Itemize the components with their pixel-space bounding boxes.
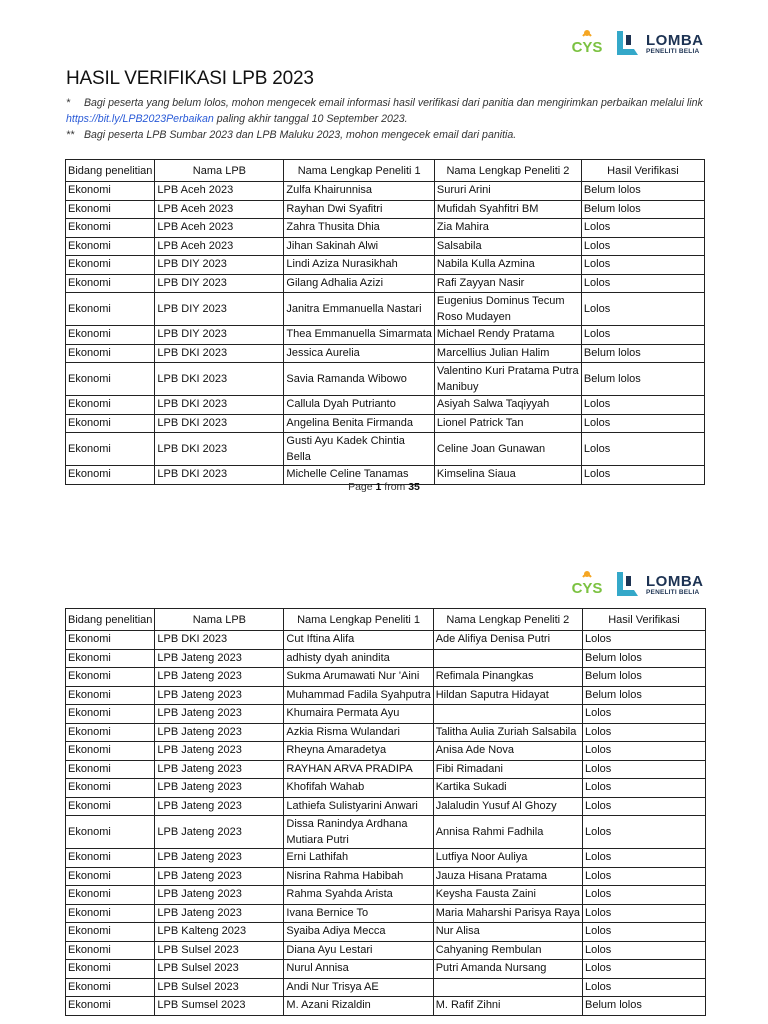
note-2 bbox=[66, 127, 706, 143]
table-row bbox=[66, 705, 706, 724]
table-row bbox=[66, 668, 706, 687]
cell-peneliti-1: Janitra Emmanuella Nastari bbox=[284, 293, 435, 326]
cell-peneliti-1: Rheyna Amaradetya bbox=[284, 742, 433, 761]
pager-prefix: Page bbox=[348, 481, 373, 493]
cys-logo-text: CYS bbox=[571, 580, 603, 597]
cell-peneliti-2: Putri Amanda Nursang bbox=[433, 960, 582, 979]
cell-peneliti-2: Mufidah Syahfitri BM bbox=[434, 200, 581, 219]
cell-peneliti-2: Annisa Rahmi Fadhila bbox=[433, 816, 582, 849]
header-logos-page-2 bbox=[566, 569, 704, 601]
cell-bidang: Ekonomi bbox=[66, 631, 155, 650]
cell-peneliti-2: Zia Mahira bbox=[434, 219, 581, 238]
table-row bbox=[66, 237, 705, 256]
cell-peneliti-2: Keysha Fausta Zaini bbox=[433, 886, 582, 905]
cell-peneliti-1: Zulfa Khairunnisa bbox=[284, 182, 435, 201]
cell-bidang: Ekonomi bbox=[66, 886, 155, 905]
cell-peneliti-1: RAYHAN ARVA PRADIPA bbox=[284, 760, 433, 779]
table-row bbox=[66, 723, 706, 742]
peneliti-belia-label: PENELITI BELIA bbox=[646, 588, 700, 596]
cell-peneliti-2: Valentino Kuri Pratama Putra Manibuy bbox=[434, 363, 581, 396]
cell-peneliti-2: Celine Joan Gunawan bbox=[434, 433, 581, 466]
table-row bbox=[66, 414, 705, 433]
cell-bidang: Ekonomi bbox=[66, 705, 155, 724]
cell-peneliti-1: adhisty dyah anindita bbox=[284, 649, 433, 668]
col-header-peneliti-2: Nama Lengkap Peneliti 2 bbox=[434, 160, 581, 182]
cell-hasil: Lolos bbox=[581, 433, 704, 466]
table-row bbox=[66, 219, 705, 238]
lomba-logo-text bbox=[646, 33, 704, 56]
table-row bbox=[66, 997, 706, 1016]
table-row bbox=[66, 256, 705, 275]
cell-nama-lpb: LPB DKI 2023 bbox=[155, 631, 284, 650]
cell-nama-lpb: LPB Sulsel 2023 bbox=[155, 978, 284, 997]
note-1-text-a: Bagi peserta yang belum lolos, mohon mengecek email informasi hasil verifikasi dari panitia dan mengirimkan perbaikan melalui link bbox=[83, 97, 703, 109]
table-header-row bbox=[66, 609, 706, 631]
cell-bidang: Ekonomi bbox=[66, 433, 155, 466]
note-1-marker: * bbox=[66, 97, 71, 109]
cell-bidang: Ekonomi bbox=[66, 293, 155, 326]
cell-bidang: Ekonomi bbox=[66, 779, 155, 798]
cell-peneliti-1: Azkia Risma Wulandari bbox=[284, 723, 433, 742]
cell-bidang: Ekonomi bbox=[66, 219, 155, 238]
cell-hasil: Lolos bbox=[581, 293, 704, 326]
cell-peneliti-2: Fibi Rimadani bbox=[433, 760, 582, 779]
cell-hasil: Lolos bbox=[581, 237, 704, 256]
cell-hasil: Belum lolos bbox=[581, 182, 704, 201]
table-row bbox=[66, 274, 705, 293]
cell-nama-lpb: LPB Aceh 2023 bbox=[155, 237, 284, 256]
col-header-peneliti-1: Nama Lengkap Peneliti 1 bbox=[284, 609, 433, 631]
cell-peneliti-1: Callula Dyah Putrianto bbox=[284, 396, 435, 415]
cell-hasil: Lolos bbox=[582, 904, 705, 923]
table-row bbox=[66, 960, 706, 979]
cell-peneliti-2: Sururi Arini bbox=[434, 182, 581, 201]
cys-logo-text: CYS bbox=[571, 39, 603, 56]
cell-peneliti-2: Anisa Ade Nova bbox=[433, 742, 582, 761]
cell-nama-lpb: LPB DIY 2023 bbox=[155, 326, 284, 345]
table-row bbox=[66, 978, 706, 997]
cell-peneliti-1: Rayhan Dwi Syafitri bbox=[284, 200, 435, 219]
cell-nama-lpb: LPB DKI 2023 bbox=[155, 414, 284, 433]
cell-peneliti-2: Talitha Aulia Zuriah Salsabila bbox=[433, 723, 582, 742]
perbaikan-link[interactable]: https://bit.ly/LPB2023Perbaikan bbox=[66, 113, 214, 125]
cell-bidang: Ekonomi bbox=[66, 466, 155, 485]
cell-hasil: Lolos bbox=[582, 978, 705, 997]
cell-bidang: Ekonomi bbox=[66, 326, 155, 345]
cell-nama-lpb: LPB Aceh 2023 bbox=[155, 219, 284, 238]
table-row bbox=[66, 293, 705, 326]
table-row bbox=[66, 849, 706, 868]
cell-hasil: Belum lolos bbox=[582, 649, 705, 668]
cell-nama-lpb: LPB Jateng 2023 bbox=[155, 886, 284, 905]
cell-bidang: Ekonomi bbox=[66, 797, 155, 816]
notes bbox=[66, 95, 706, 143]
cell-hasil: Lolos bbox=[581, 414, 704, 433]
cell-peneliti-1: Erni Lathifah bbox=[284, 849, 433, 868]
table-row bbox=[66, 649, 706, 668]
cell-hasil: Lolos bbox=[582, 886, 705, 905]
cell-peneliti-1: Savia Ramanda Wibowo bbox=[284, 363, 435, 396]
cell-bidang: Ekonomi bbox=[66, 237, 155, 256]
lomba-logo-icon bbox=[614, 29, 640, 59]
cell-hasil: Belum lolos bbox=[581, 363, 704, 396]
cell-nama-lpb: LPB DKI 2023 bbox=[155, 344, 284, 363]
table-row bbox=[66, 816, 706, 849]
col-header-bidang: Bidang penelitian bbox=[66, 160, 155, 182]
cell-peneliti-1: Muhammad Fadila Syahputra bbox=[284, 686, 433, 705]
cell-nama-lpb: LPB Jateng 2023 bbox=[155, 867, 284, 886]
cell-nama-lpb: LPB DKI 2023 bbox=[155, 433, 284, 466]
note-2-marker: ** bbox=[66, 129, 75, 141]
col-header-peneliti-1: Nama Lengkap Peneliti 1 bbox=[284, 160, 435, 182]
cell-nama-lpb: LPB Jateng 2023 bbox=[155, 760, 284, 779]
cell-peneliti-1: Lindi Aziza Nurasikhah bbox=[284, 256, 435, 275]
cell-peneliti-2: Asiyah Salwa Taqiyyah bbox=[434, 396, 581, 415]
cell-nama-lpb: LPB Jateng 2023 bbox=[155, 686, 284, 705]
header-logos bbox=[566, 28, 704, 60]
table-row bbox=[66, 433, 705, 466]
cell-hasil: Lolos bbox=[582, 760, 705, 779]
cell-hasil: Lolos bbox=[581, 326, 704, 345]
table-header-row bbox=[66, 160, 705, 182]
table-row bbox=[66, 200, 705, 219]
col-header-bidang: Bidang penelitian bbox=[66, 609, 155, 631]
cell-bidang: Ekonomi bbox=[66, 668, 155, 687]
cys-logo-icon bbox=[566, 28, 608, 60]
cell-nama-lpb: LPB DIY 2023 bbox=[155, 293, 284, 326]
cell-nama-lpb: LPB Sulsel 2023 bbox=[155, 941, 284, 960]
table-row bbox=[66, 344, 705, 363]
cell-peneliti-2: Salsabila bbox=[434, 237, 581, 256]
cell-peneliti-1: Lathiefa Sulistyarini Anwari bbox=[284, 797, 433, 816]
cell-nama-lpb: LPB DIY 2023 bbox=[155, 256, 284, 275]
cell-bidang: Ekonomi bbox=[66, 904, 155, 923]
cell-nama-lpb: LPB DIY 2023 bbox=[155, 274, 284, 293]
cell-nama-lpb: LPB Jateng 2023 bbox=[155, 649, 284, 668]
cell-peneliti-1: Andi Nur Trisya AE bbox=[284, 978, 433, 997]
cell-bidang: Ekonomi bbox=[66, 941, 155, 960]
cell-peneliti-1: Nisrina Rahma Habibah bbox=[284, 867, 433, 886]
cell-peneliti-1: Gusti Ayu Kadek Chintia Bella bbox=[284, 433, 435, 466]
cell-nama-lpb: LPB Jateng 2023 bbox=[155, 797, 284, 816]
cell-peneliti-2: Eugenius Dominus Tecum Roso Mudayen bbox=[434, 293, 581, 326]
cell-hasil: Lolos bbox=[581, 396, 704, 415]
cell-hasil: Belum lolos bbox=[581, 200, 704, 219]
cell-peneliti-1: Khofifah Wahab bbox=[284, 779, 433, 798]
cell-nama-lpb: LPB Jateng 2023 bbox=[155, 742, 284, 761]
table-row bbox=[66, 742, 706, 761]
cell-nama-lpb: LPB Jateng 2023 bbox=[155, 779, 284, 798]
cell-peneliti-2: Lionel Patrick Tan bbox=[434, 414, 581, 433]
col-header-peneliti-2: Nama Lengkap Peneliti 2 bbox=[433, 609, 582, 631]
note-1 bbox=[66, 95, 706, 127]
cell-nama-lpb: LPB Jateng 2023 bbox=[155, 816, 284, 849]
cell-bidang: Ekonomi bbox=[66, 686, 155, 705]
cell-peneliti-2: Rafi Zayyan Nasir bbox=[434, 274, 581, 293]
cell-peneliti-2: Refimala Pinangkas bbox=[433, 668, 582, 687]
verification-table-page-1 bbox=[65, 159, 705, 485]
cell-bidang: Ekonomi bbox=[66, 723, 155, 742]
cell-peneliti-2: Hildan Saputra Hidayat bbox=[433, 686, 582, 705]
table-row bbox=[66, 797, 706, 816]
cell-bidang: Ekonomi bbox=[66, 849, 155, 868]
cell-peneliti-1: Syaiba Adiya Mecca bbox=[284, 923, 433, 942]
cell-nama-lpb: LPB Sumsel 2023 bbox=[155, 997, 284, 1016]
cell-hasil: Lolos bbox=[582, 960, 705, 979]
cell-peneliti-1: Sukma Arumawati Nur 'Aini bbox=[284, 668, 433, 687]
pager-total: 35 bbox=[408, 481, 420, 493]
table-row bbox=[66, 182, 705, 201]
cys-logo-icon bbox=[566, 569, 608, 601]
page-title: HASIL VERIFIKASI LPB 2023 bbox=[66, 68, 314, 89]
cell-peneliti-1: Zahra Thusita Dhia bbox=[284, 219, 435, 238]
cell-nama-lpb: LPB DKI 2023 bbox=[155, 396, 284, 415]
cell-peneliti-1: Angelina Benita Firmanda bbox=[284, 414, 435, 433]
cell-hasil: Lolos bbox=[582, 705, 705, 724]
cell-hasil: Belum lolos bbox=[582, 668, 705, 687]
cell-hasil: Belum lolos bbox=[582, 686, 705, 705]
cell-peneliti-2: Michael Rendy Pratama bbox=[434, 326, 581, 345]
col-header-nama-lpb: Nama LPB bbox=[155, 160, 284, 182]
cell-bidang: Ekonomi bbox=[66, 978, 155, 997]
cell-hasil: Lolos bbox=[581, 219, 704, 238]
cell-hasil: Lolos bbox=[582, 867, 705, 886]
cell-peneliti-2: Marcellius Julian Halim bbox=[434, 344, 581, 363]
cell-peneliti-1: Nurul Annisa bbox=[284, 960, 433, 979]
cell-peneliti-1: Jihan Sakinah Alwi bbox=[284, 237, 435, 256]
cell-peneliti-1: Diana Ayu Lestari bbox=[284, 941, 433, 960]
cell-bidang: Ekonomi bbox=[66, 344, 155, 363]
cell-bidang: Ekonomi bbox=[66, 867, 155, 886]
cell-nama-lpb: LPB DKI 2023 bbox=[155, 466, 284, 485]
cell-peneliti-2 bbox=[433, 649, 582, 668]
table-row bbox=[66, 886, 706, 905]
note-1-text-b: paling akhir tanggal 10 September 2023. bbox=[216, 113, 408, 125]
cell-peneliti-2: Nabila Kulla Azmina bbox=[434, 256, 581, 275]
cell-hasil: Lolos bbox=[582, 631, 705, 650]
cell-nama-lpb: LPB Aceh 2023 bbox=[155, 182, 284, 201]
cell-peneliti-2: Maria Maharshi Parisya Raya bbox=[433, 904, 582, 923]
table-row bbox=[66, 867, 706, 886]
cell-peneliti-2: Ade Alifiya Denisa Putri bbox=[433, 631, 582, 650]
cell-peneliti-2: Kartika Sukadi bbox=[433, 779, 582, 798]
cell-hasil: Lolos bbox=[582, 779, 705, 798]
pager-middle: from bbox=[384, 481, 406, 493]
cell-nama-lpb: LPB Jateng 2023 bbox=[155, 668, 284, 687]
cell-peneliti-1: Gilang Adhalia Azizi bbox=[284, 274, 435, 293]
cell-hasil: Belum lolos bbox=[581, 344, 704, 363]
table-row bbox=[66, 631, 706, 650]
cell-bidang: Ekonomi bbox=[66, 816, 155, 849]
cell-peneliti-2 bbox=[433, 978, 582, 997]
cell-bidang: Ekonomi bbox=[66, 414, 155, 433]
cell-nama-lpb: LPB Kalteng 2023 bbox=[155, 923, 284, 942]
cell-bidang: Ekonomi bbox=[66, 256, 155, 275]
cell-peneliti-1: Khumaira Permata Ayu bbox=[284, 705, 433, 724]
cell-nama-lpb: LPB Jateng 2023 bbox=[155, 849, 284, 868]
cell-hasil: Lolos bbox=[581, 274, 704, 293]
table-row bbox=[66, 904, 706, 923]
cell-bidang: Ekonomi bbox=[66, 742, 155, 761]
cell-bidang: Ekonomi bbox=[66, 274, 155, 293]
cell-peneliti-2: Jauza Hisana Pratama bbox=[433, 867, 582, 886]
cell-nama-lpb: LPB Jateng 2023 bbox=[155, 705, 284, 724]
cell-hasil: Lolos bbox=[582, 849, 705, 868]
cell-bidang: Ekonomi bbox=[66, 760, 155, 779]
cell-peneliti-2: Kimselina Siaua bbox=[434, 466, 581, 485]
table-row bbox=[66, 396, 705, 415]
lomba-label: LOMBA bbox=[646, 572, 704, 590]
cell-bidang: Ekonomi bbox=[66, 923, 155, 942]
table-row bbox=[66, 686, 706, 705]
cell-peneliti-1: Dissa Ranindya Ardhana Mutiara Putri bbox=[284, 816, 433, 849]
cell-bidang: Ekonomi bbox=[66, 960, 155, 979]
lomba-logo-text bbox=[646, 574, 704, 597]
table-row bbox=[66, 779, 706, 798]
cell-peneliti-2: Nur Alisa bbox=[433, 923, 582, 942]
cell-nama-lpb: LPB Jateng 2023 bbox=[155, 904, 284, 923]
cell-nama-lpb: LPB Aceh 2023 bbox=[155, 200, 284, 219]
cell-peneliti-1: Ivana Bernice To bbox=[284, 904, 433, 923]
cell-hasil: Lolos bbox=[582, 797, 705, 816]
cell-peneliti-1: Cut Iftina Alifa bbox=[284, 631, 433, 650]
cell-peneliti-1: Rahma Syahda Arista bbox=[284, 886, 433, 905]
cell-peneliti-2: Cahyaning Rembulan bbox=[433, 941, 582, 960]
note-2-text: Bagi peserta LPB Sumbar 2023 dan LPB Maluku 2023, mohon mengecek email dari panitia. bbox=[83, 129, 517, 141]
cell-hasil: Belum lolos bbox=[582, 997, 705, 1016]
cell-peneliti-2: M. Rafif Zihni bbox=[433, 997, 582, 1016]
cell-bidang: Ekonomi bbox=[66, 200, 155, 219]
lomba-label: LOMBA bbox=[646, 31, 704, 49]
cell-nama-lpb: LPB DKI 2023 bbox=[155, 363, 284, 396]
cell-peneliti-1: Thea Emmanuella Simarmata bbox=[284, 326, 435, 345]
table-row bbox=[66, 363, 705, 396]
cell-nama-lpb: LPB Jateng 2023 bbox=[155, 723, 284, 742]
cell-bidang: Ekonomi bbox=[66, 649, 155, 668]
col-header-nama-lpb: Nama LPB bbox=[155, 609, 284, 631]
cell-hasil: Lolos bbox=[582, 742, 705, 761]
cell-peneliti-1: M. Azani Rizaldin bbox=[284, 997, 433, 1016]
table-row bbox=[66, 941, 706, 960]
cell-peneliti-1: Michelle Celine Tanamas bbox=[284, 466, 435, 485]
cell-peneliti-2: Jalaludin Yusuf Al Ghozy bbox=[433, 797, 582, 816]
cell-hasil: Lolos bbox=[581, 256, 704, 275]
pager-current: 1 bbox=[375, 481, 382, 493]
table-row bbox=[66, 326, 705, 345]
page-indicator bbox=[0, 481, 768, 493]
cell-nama-lpb: LPB Sulsel 2023 bbox=[155, 960, 284, 979]
cell-peneliti-2: Lutfiya Noor Auliya bbox=[433, 849, 582, 868]
cell-peneliti-2 bbox=[433, 705, 582, 724]
cell-peneliti-1: Jessica Aurelia bbox=[284, 344, 435, 363]
col-header-hasil: Hasil Verifikasi bbox=[582, 609, 705, 631]
cell-hasil: Lolos bbox=[581, 466, 704, 485]
cell-hasil: Lolos bbox=[582, 816, 705, 849]
lomba-logo-icon bbox=[614, 570, 640, 600]
peneliti-belia-label: PENELITI BELIA bbox=[646, 47, 700, 55]
cell-bidang: Ekonomi bbox=[66, 363, 155, 396]
cell-hasil: Lolos bbox=[582, 723, 705, 742]
cell-bidang: Ekonomi bbox=[66, 182, 155, 201]
col-header-hasil: Hasil Verifikasi bbox=[581, 160, 704, 182]
cell-hasil: Lolos bbox=[582, 923, 705, 942]
table-row bbox=[66, 760, 706, 779]
table-row bbox=[66, 923, 706, 942]
cell-bidang: Ekonomi bbox=[66, 997, 155, 1016]
verification-table-page-2 bbox=[65, 608, 706, 1016]
cell-hasil: Lolos bbox=[582, 941, 705, 960]
cell-bidang: Ekonomi bbox=[66, 396, 155, 415]
